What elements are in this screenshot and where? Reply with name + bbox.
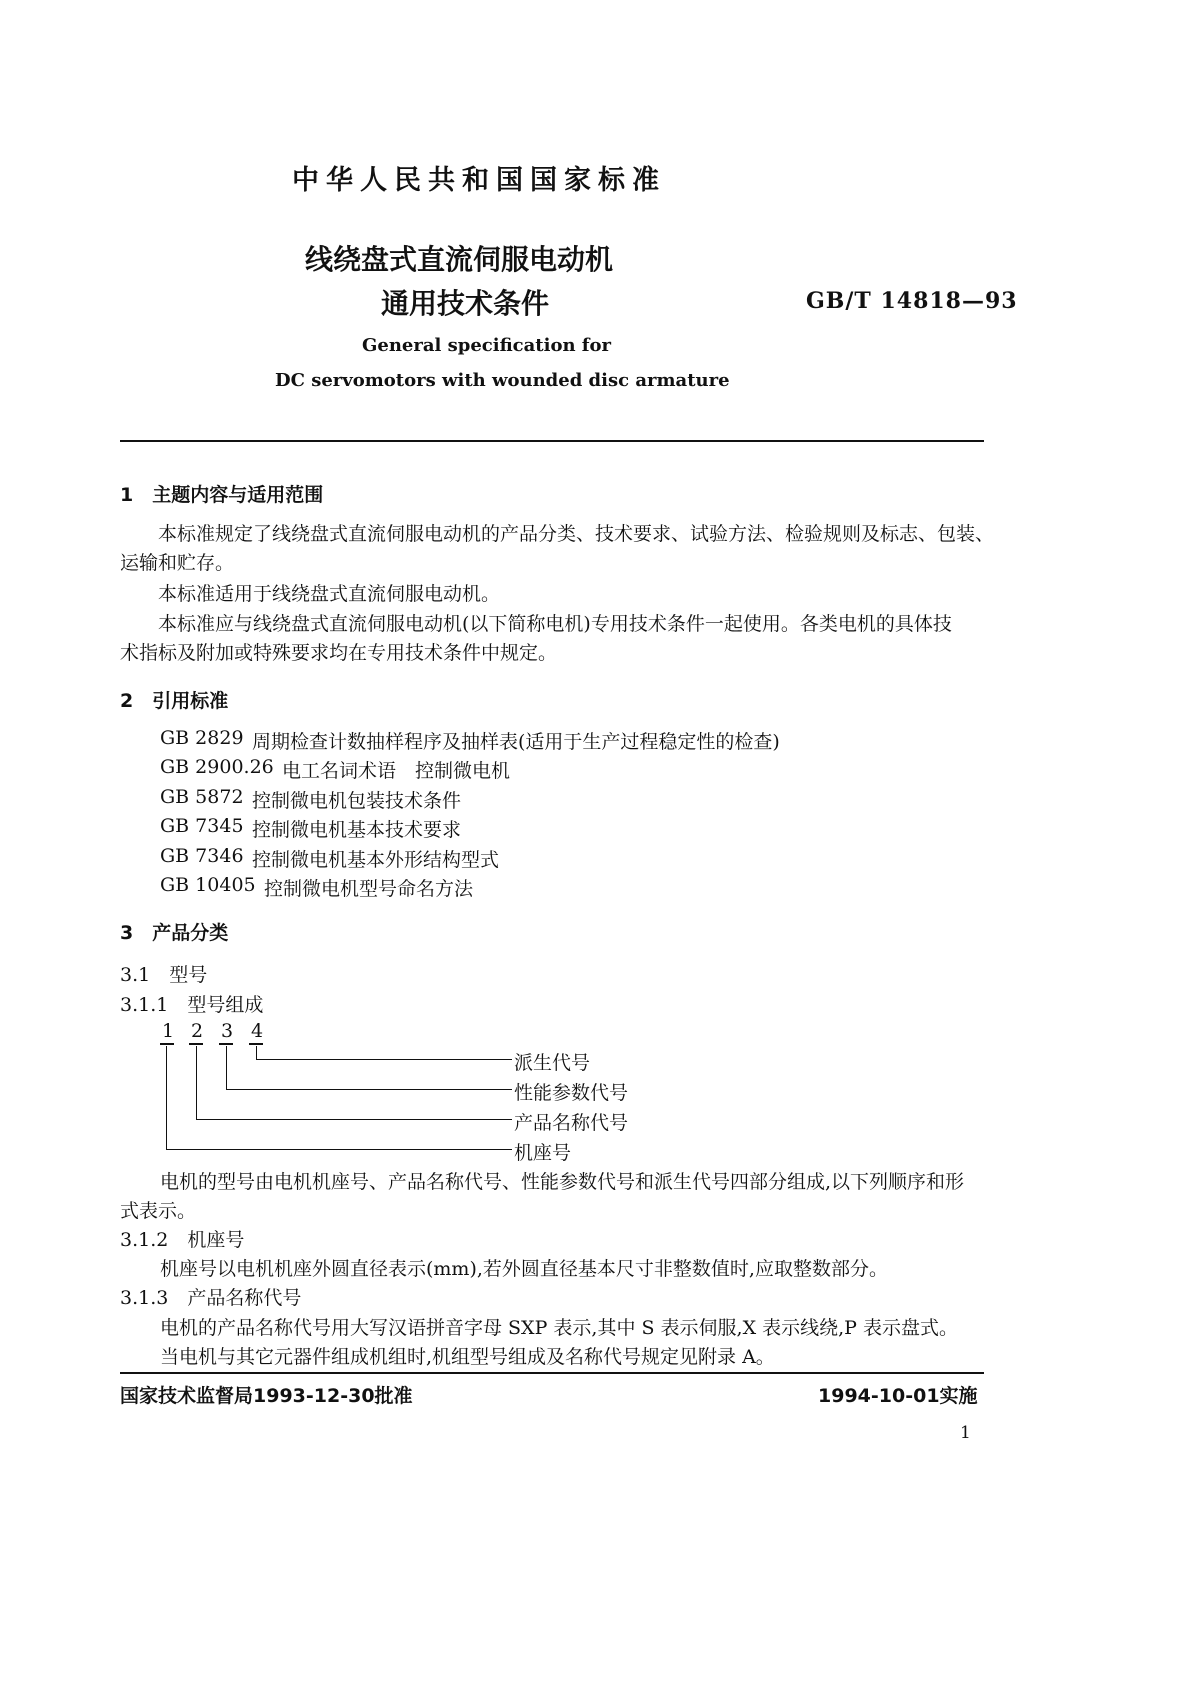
diagram-lead	[226, 1089, 512, 1090]
paragraph: 本标准适用于线绕盘式直流伺服电动机。	[158, 583, 501, 605]
digit-underline	[249, 1043, 263, 1045]
paragraph: 电机的型号由电机机座号、产品名称代号、性能参数代号和派生代号四部分组成,以下列顺序和形	[160, 1171, 965, 1193]
diagram-lead	[256, 1059, 512, 1060]
ref-code: GB 2900.26	[160, 756, 274, 778]
paragraph: 术指标及附加或特殊要求均在专用技术条件中规定。	[120, 642, 558, 664]
diagram-lead	[226, 1046, 227, 1090]
subsection-3-1: 3.1 型号	[120, 964, 208, 986]
diagram-lead	[166, 1046, 167, 1150]
subsection-3-1-3: 3.1.3 产品名称代号	[120, 1287, 302, 1309]
ref-title: 周期检查计数抽样程序及抽样表(适用于生产过程稳定性的检查)	[252, 731, 780, 753]
paragraph: 本标准规定了线绕盘式直流伺服电动机的产品分类、技术要求、试验方法、检验规则及标志、包装、	[158, 523, 995, 545]
ref-code: GB 7346	[160, 845, 244, 867]
diagram-label: 派生代号	[514, 1052, 591, 1074]
ref-title: 电工名词术语 控制微电机	[282, 760, 511, 782]
section-1-heading: 1 主题内容与适用范围	[120, 484, 324, 506]
diagram-digit: 1	[162, 1020, 175, 1042]
diagram-lead	[196, 1119, 512, 1120]
ref-code: GB 5872	[160, 786, 244, 808]
digit-underline	[219, 1043, 233, 1045]
paragraph: 本标准应与线绕盘式直流伺服电动机(以下简称电机)专用技术条件一起使用。各类电机的具体技	[158, 613, 952, 635]
subsection-3-1-2: 3.1.2 机座号	[120, 1229, 245, 1251]
section-3-heading: 3 产品分类	[120, 922, 229, 944]
digit-underline	[189, 1043, 203, 1045]
paragraph: 式表示。	[120, 1200, 197, 1222]
diagram-label: 性能参数代号	[514, 1082, 629, 1104]
page-number: 1	[960, 1423, 971, 1443]
footer-rule	[120, 1372, 984, 1374]
paragraph: 当电机与其它元器件组成机组时,机组型号组成及名称代号规定见附录 A。	[160, 1346, 775, 1368]
paragraph: 机座号以电机机座外圆直径表示(mm),若外圆直径基本尺寸非整数值时,应取整数部分。	[160, 1258, 888, 1280]
approval-date: 国家技术监督局1993-12-30批准	[120, 1385, 413, 1407]
section-2-heading: 2 引用标准	[120, 690, 229, 712]
document-title-line1: 线绕盘式直流伺服电动机	[305, 243, 614, 276]
ref-title: 控制微电机包装技术条件	[252, 790, 462, 812]
paragraph: 运输和贮存。	[120, 552, 235, 574]
national-standard-title: 中华人民共和国国家标准	[292, 165, 666, 196]
english-title-line1: General specification for	[362, 335, 612, 356]
paragraph: 电机的产品名称代号用大写汉语拼音字母 SXP 表示,其中 S 表示伺服,X 表示线绕,P 表示盘式。	[160, 1317, 959, 1339]
ref-code: GB 10405	[160, 874, 256, 896]
english-title-line2: DC servomotors with wounded disc armature	[275, 370, 730, 391]
digit-underline	[160, 1043, 174, 1045]
header-rule	[120, 440, 984, 442]
diagram-lead	[166, 1149, 512, 1150]
diagram-lead	[196, 1046, 197, 1120]
document-title-line2: 通用技术条件	[381, 287, 550, 320]
diagram-digit: 3	[221, 1020, 234, 1042]
diagram-digit: 2	[191, 1020, 204, 1042]
standard-code: GB/T 14818—93	[806, 288, 1018, 314]
ref-title: 控制微电机型号命名方法	[264, 878, 474, 900]
diagram-digit: 4	[251, 1020, 264, 1042]
diagram-lead	[256, 1046, 257, 1060]
ref-code: GB 7345	[160, 815, 244, 837]
ref-code: GB 2829	[160, 727, 244, 749]
diagram-label: 机座号	[514, 1142, 572, 1164]
diagram-label: 产品名称代号	[514, 1112, 629, 1134]
ref-title: 控制微电机基本外形结构型式	[252, 849, 500, 871]
subsection-3-1-1: 3.1.1 型号组成	[120, 994, 264, 1016]
ref-title: 控制微电机基本技术要求	[252, 819, 462, 841]
effective-date: 1994-10-01实施	[818, 1385, 978, 1407]
